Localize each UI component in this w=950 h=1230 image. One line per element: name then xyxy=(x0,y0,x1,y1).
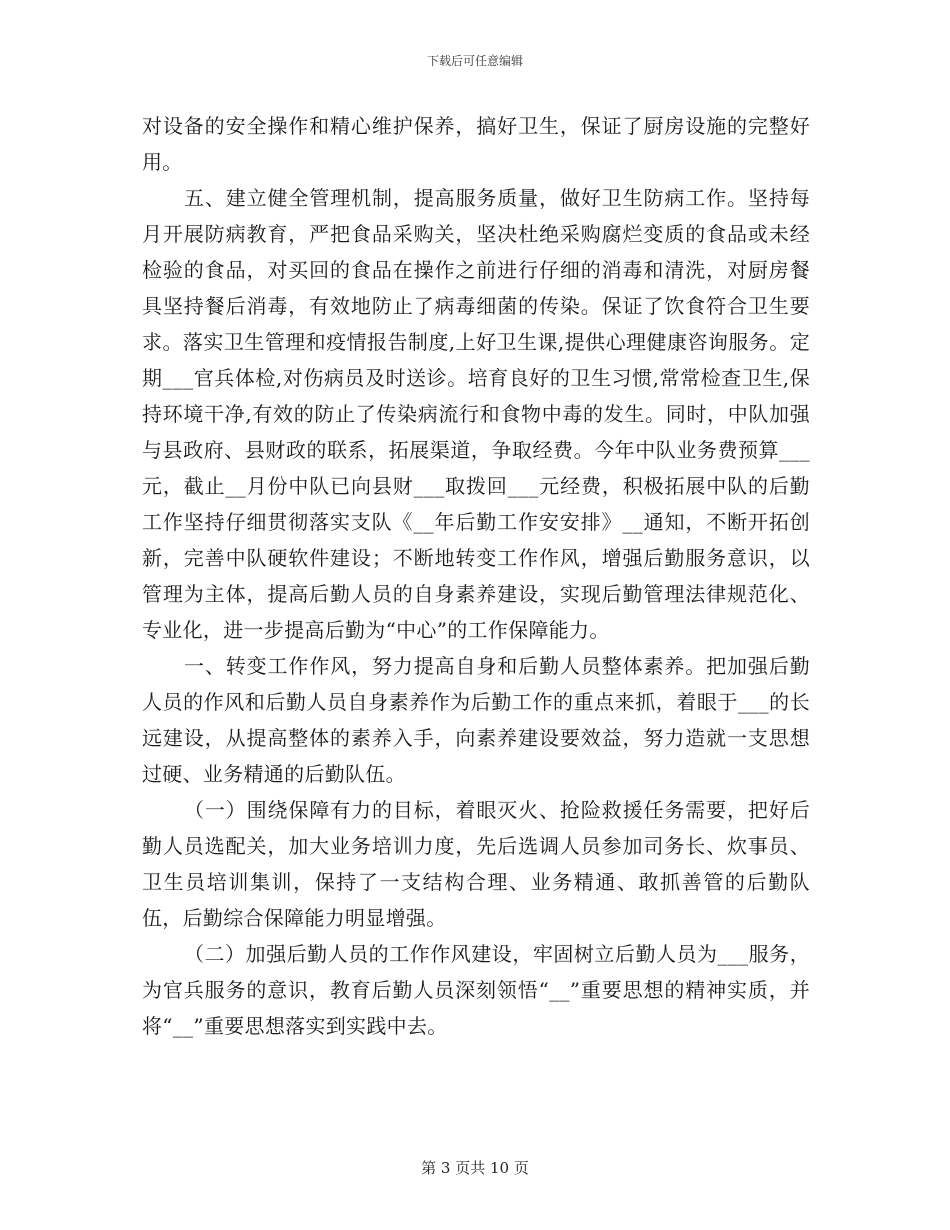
document-body xyxy=(142,108,810,1044)
paragraph-subsection-two: （二）加强后勤人员的工作作风建设，牢固树立后勤人员为___服务，为官兵服务的意识，教育后勤人员深刻领悟“__”重要思想的精神实质，并将“__”重要思想落实到实践中去。 xyxy=(142,942,810,1038)
page-header: 下载后可任意编辑 xyxy=(426,54,523,68)
paragraph-continued: 对设备的安全操作和精心维护保养，搞好卫生，保证了厨房设施的完整好用。 xyxy=(142,114,810,174)
paragraph-subsection-one: （一）围绕保障有力的目标，着眼灭火、抢险救援任务需要，把好后勤人员选配关，加大业务培训力度，先后选调人员参加司务长、炊事员、卫生员培训集训，保持了一支结构合理、业务精通、敢抓善管的后勤队伍，后勤综合保障能力明显增强。 xyxy=(142,798,810,930)
paragraph-section-five: 五、建立健全管理机制，提高服务质量，做好卫生防病工作。坚持每月开展防病教育，严把食品采购关，坚决杜绝采购腐烂变质的食品或未经检验的食品，对买回的食品在操作之前进行仔细的消毒和清洗，对厨房餐具坚持餐后消毒，有效地防止了病毒细菌的传染。保证了饮食符合卫生要求。落实卫生管理和疫情报告制度,上好卫生课,提供心理健康咨询服务。定期___官兵体检,对伤病员及时送诊。培育良好的卫生习惯,常常检查卫生,保持环境干净,有效的防止了传染病流行和食物中毒的发生。同时，中队加强与县政府、县财政的联系，拓展渠道，争取经费。今年中队业务费预算___元，截止__月份中队已向县财___取拨回___元经费，积极拓展中队的后勤工作坚持仔细贯彻落实支队《__年后勤工作安安排》__通知，不断开拓创新，完善中队硬软件建设；不断地转变工作作风，增强后勤服务意识，以管理为主体，提高后勤人员的自身素养建设，实现后勤管理法律规范化、专业化，进一步提高后勤为“中心”的工作保障能力。 xyxy=(142,186,810,642)
page-number: 第 3 页共 10 页 xyxy=(421,1159,529,1177)
paragraph-section-one: 一、转变工作作风，努力提高自身和后勤人员整体素养。把加强后勤人员的作风和后勤人员自身素养作为后勤工作的重点来抓，着眼于___的长远建设，从提高整体的素养入手，向素养建设要效益，努力造就一支思想过硬、业务精通的后勤队伍。 xyxy=(142,654,810,786)
